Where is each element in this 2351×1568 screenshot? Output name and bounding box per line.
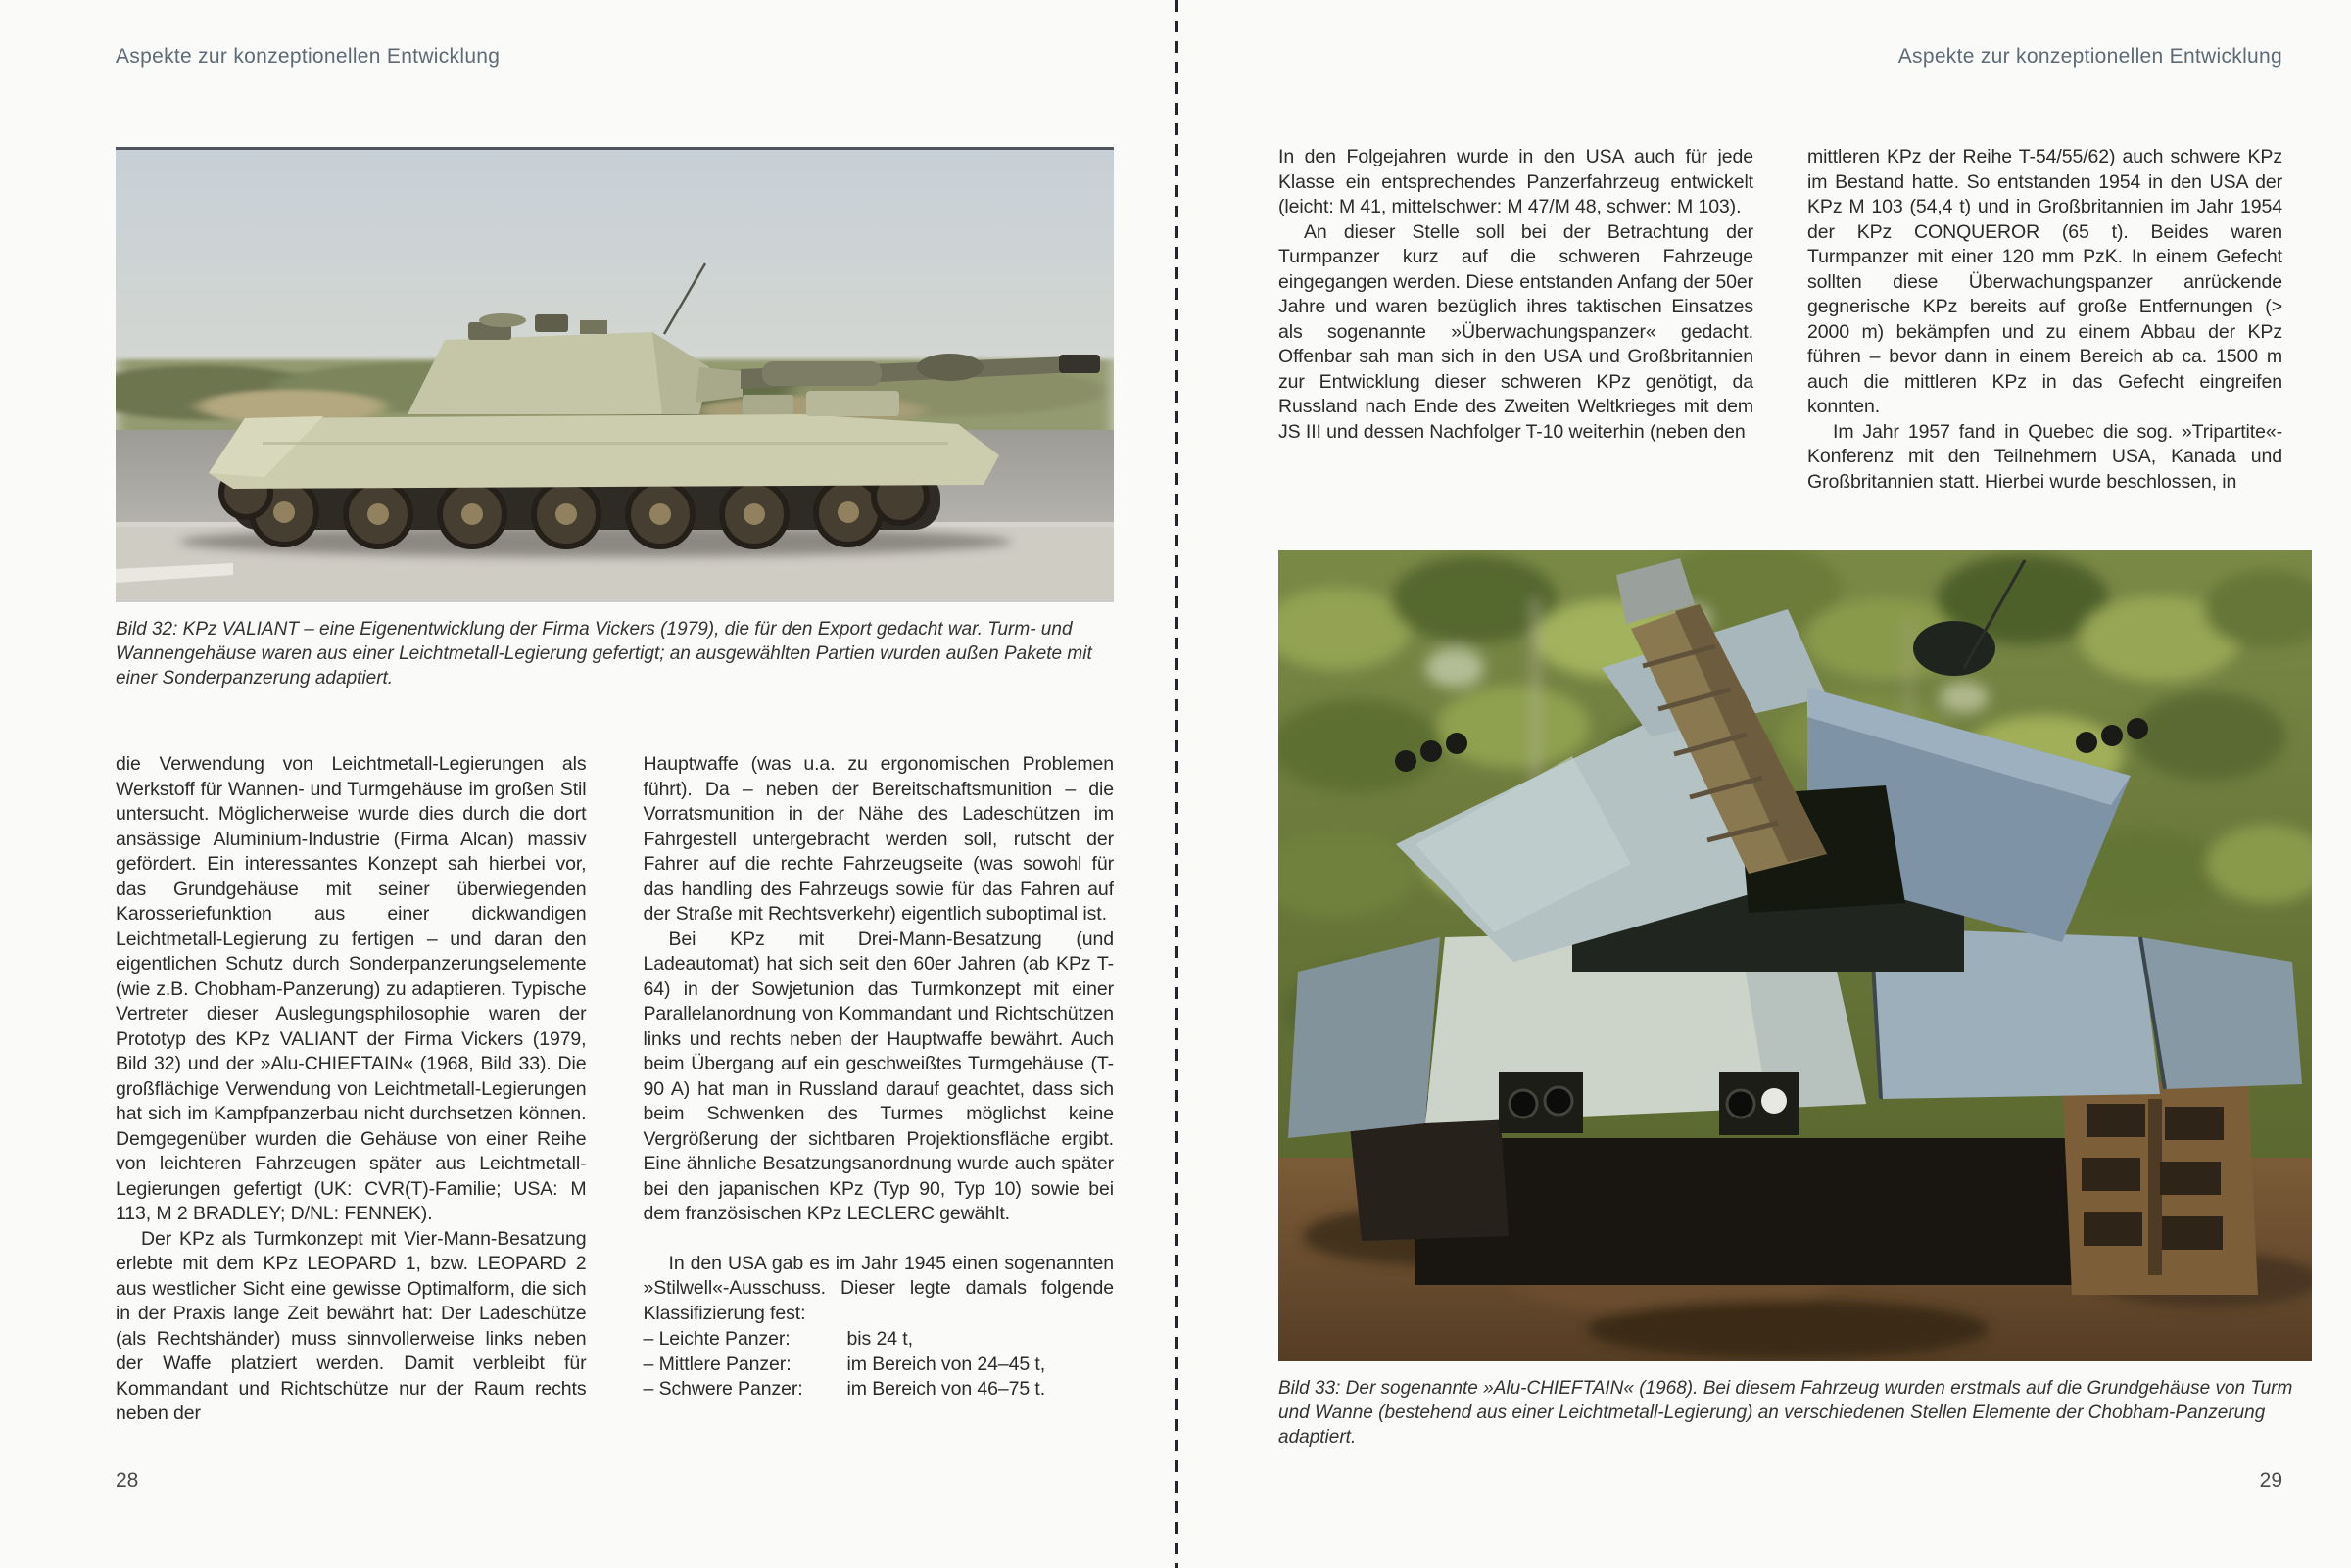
- page-divider-dashed-line: [1176, 0, 1178, 1568]
- list-item: [644, 1377, 1115, 1402]
- list-item-value: im Bereich von 24–45 t,: [846, 1353, 1046, 1375]
- figure-33-caption: Bild 33: Der sogenannte »Alu-CHIEFTAIN« (1968). Bei diesem Fahrzeug wurden erstmals auf die Grundgehäuse von Turm und Wanne (bestehend aus einer Leichtmetall-Legierung) an verschiedenen Stellen Elemente der Chobham-Panzerung adaptiert.: [1278, 1378, 2293, 1449]
- running-header-left: Aspekte zur konzeptionellen Entwicklung: [116, 45, 501, 68]
- muzzle: [1059, 355, 1100, 373]
- paragraph: Im Jahr 1957 fand in Quebec die sog. »Tripartite«-Konferenz mit den Teilnehmern USA, Kanada und Großbritannien statt. Hierbei wurde beschlossen, in: [1807, 420, 2282, 493]
- figure-33: [1278, 550, 2312, 1449]
- thermal-sleeve: [762, 361, 882, 386]
- fume-extractor: [917, 354, 984, 381]
- valiant-tank-illustration: [116, 150, 1114, 599]
- figure-32: [116, 147, 1114, 690]
- alu-chieftain-illustration: [1278, 550, 2312, 1361]
- paragraph: In den USA gab es im Jahr 1945 einen sogenannten »Stilwell«-Ausschuss. Dieser legte damals folgende Klassifizierung fest:: [643, 1252, 1114, 1324]
- page-number-right: 29: [2259, 1469, 2282, 1492]
- gunner-sight: [580, 320, 607, 334]
- paragraph: Bei KPz mit Drei-Mann-Besatzung (und Ladeautomat) hat sich seit den 60er Jahren (ab KPz T-64) in der Sowjetunion das Turmkonzept mit einer Parallelanordnung von Kommandant und Richtschützen links und rechts neben der Hauptwaffe bewährt. Auch beim Übergang auf ein geschweißtes Turmgehäuse (T-90 A) hat man in Russland darauf geachtet, dass sich beim Schwenken des Turmes möglichst keine Vergrößerung der sichtbaren Projektionsfläche ergibt. Eine ähnliche Besatzungsanordnung wurde auch später bei den japanischen KPz (Typ 90, Typ 10) sowie bei dem französischen KPz LECLERC gewählt.: [643, 927, 1114, 1224]
- list-item-value: bis 24 t,: [846, 1328, 913, 1350]
- list-item-value: im Bereich von 46–75 t.: [846, 1378, 1046, 1400]
- list-item-label: – Mittlere Panzer:: [643, 1353, 792, 1375]
- tank-classification-list: [644, 1327, 1115, 1402]
- list-item-label: – Leichte Panzer:: [643, 1328, 791, 1350]
- running-header-right: Aspekte zur konzeptionellen Entwicklung: [1897, 45, 2282, 68]
- right-page-column-2: [1807, 145, 2282, 509]
- page-number-left: 28: [116, 1469, 139, 1492]
- left-page-column-2: [644, 752, 1115, 1440]
- paragraph: die Verwendung von Leichtmetall-Legierungen als Werkstoff für Wannen- und Turmgehäuse im großen Stil untersucht. Möglicherweise wurde dies durch die dort ansässige Aluminium-Industrie (Firma Alcan) massiv gefördert. Ein interessantes Konzept sah hierbei vor, das Grundgehäuse mit seiner überwiegenden Karosseriefunktion aus einer dickwandigen Leichtmetall-Legierung zu fertigen – und daran den eigentlichen Schutz durch Sonderpanzerungselemente (wie z.B. Chobham-Panzerung) zu adaptieren. Typische Vertreter dieser Auslegungsphilosophie waren der Prototyp des KPz VALIANT der Firma Vickers (1979, Bild 32) und der »Alu-CHIEFTAIN« (1968, Bild 33). Die großflächige Verwendung von Leichtmetall-Legierungen hat sich im Kampfpanzerbau nicht durchsetzen können. Demgegenüber wurden die Gehäuse von einer Reihe von leichteren Fahrzeugen später aus Leichtmetall-Legierungen gefertigt (UK: CVR(T)-Familie; USA: M 113, M 2 BRADLEY; D/NL: FENNEK).: [116, 753, 587, 1224]
- right-page-columns: [1278, 145, 2282, 509]
- paragraph: Hauptwaffe (was u.a. zu ergonomischen Problemen führt). Da – neben der Bereitschaftsmunition – die Vorratsmunition in der Nähe des Ladeschützen im Fahrgestell untergebracht werden soll, rutscht der Fahrer auf die rechte Fahrzeugseite (was sowohl für das handling des Fahrzeugs sowie für das Fahren auf der Straße mit Rechtsverkehr) eigentlich suboptimal ist.: [643, 753, 1114, 925]
- paragraph: mittleren KPz der Reihe T-54/55/62) auch schwere KPz im Bestand hatte. So entstanden 1954 in den USA der KPz M 103 (54,4 t) und in Großbritannien im Jahr 1954 der KPz CONQUEROR (65 t). Beides waren Turmpanzer mit einer 120 mm PzK. In einem Gefecht sollten diese Überwachungspanzer anrückende gegnerische KPz bereits auf große Entfernungen (> 2000 m) bekämpfen und zu einem Abbau der KPz führen – bevor dann in einem Bereich ab ca. 1500 m auch die mittleren KPz in das Gefecht eingreifen konnten.: [1807, 146, 2282, 417]
- paragraph: An dieser Stelle soll bei der Betrachtung der Turmpanzer kurz auf die schweren Fahrzeuge eingegangen werden. Diese entstanden Anfang der 50er Jahre und waren bezüglich ihres taktischen Einsatzes als sogenannte »Überwachungspanzer« gedacht. Offenbar sah man sich in den USA und Großbritannien zur Entwicklung dieser schweren KPz genötigt, da Russland nach Ende des Zweiten Weltkrieges mit dem JS III und dessen Nachfolger T-10 weiterhin (neben den: [1278, 220, 1753, 443]
- list-item: [644, 1327, 1115, 1353]
- list-item: [644, 1353, 1115, 1378]
- left-page-columns: [116, 752, 1114, 1440]
- right-page-column-1: [1278, 145, 1753, 509]
- left-page-column-1: [116, 752, 587, 1440]
- commander-hatch: [1913, 621, 1995, 676]
- figure-32-caption: Bild 32: KPz VALIANT – eine Eigenentwicklung der Firma Vickers (1979), die für den Export gedacht war. Turm- und Wannengehäuse waren aus einer Leichtmetall-Legierung gefertigt; an ausgewählten Partien wurden außen Pakete mit einer Sonderpanzerung adaptiert.: [116, 619, 1092, 689]
- paragraph: In den Folgejahren wurde in den USA auch für jede Klasse ein entsprechendes Panzerfahrzeug entwickelt (leicht: M 41, mittelschwer: M 47/M 48, schwer: M 103).: [1278, 146, 1753, 217]
- paragraph: Der KPz als Turmkonzept mit Vier-Mann-Besatzung erlebte mit dem KPz LEOPARD 1, bzw. LEOPARD 2 aus westlicher Sicht eine gewisse Optimalform, die sich in der Praxis lange Zeit bewährt hat: Der Ladeschütze (als Rechtshänder) muss sinnvollerweise links neben der Waffe platziert werden. Damit verbleibt für Kommandant und Richtschütze nur der Raum rechts neben der: [116, 1227, 587, 1424]
- rear-stowage: [806, 391, 899, 416]
- hull: [209, 414, 999, 489]
- list-item-label: – Schwere Panzer:: [643, 1378, 803, 1400]
- figure-32-photo: [116, 147, 1114, 602]
- figure-33-photo: [1278, 550, 2312, 1361]
- hull-shadow: [1415, 1138, 2160, 1285]
- mantlet: [696, 367, 743, 403]
